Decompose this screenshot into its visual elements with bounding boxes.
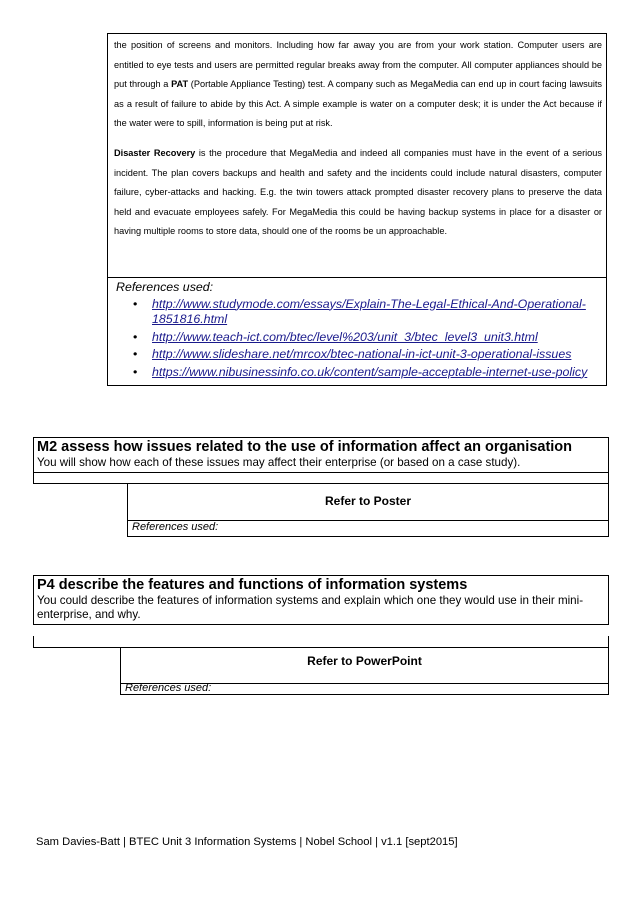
bullet-icon: •	[133, 347, 138, 361]
paragraph-dpa-text-1: the position of screens and monitors. Including how far away you are from your work station. Computer users are entitled to eye tests and users are permitted regular breaks away from the computer. All computer appliances should be put through a	[114, 40, 602, 90]
p4-criterion-header	[33, 575, 609, 625]
reference-link-teach-ict[interactable]: http://www.teach-ict.com/btec/level%203/unit_3/btec_level3_unit3.html	[152, 329, 538, 344]
continued-text	[114, 36, 602, 242]
reference-link-slideshare[interactable]: http://www.slideshare.net/mrcox/btec-national-in-ict-unit-3-operational-issues	[152, 347, 572, 361]
pat-term: PAT	[171, 79, 189, 90]
reference-item	[116, 297, 602, 328]
m2-answer-cell	[127, 483, 609, 521]
reference-link-studymode[interactable]: http://www.studymode.com/essays/Explain-The-Legal-Ethical-And-Operational-1851816.html	[152, 296, 586, 326]
disaster-recovery-term: Disaster Recovery	[114, 147, 196, 158]
p4-title: P4 describe the features and functions of information systems	[37, 577, 468, 593]
m2-references-label: References used:	[132, 521, 219, 533]
reference-item	[116, 347, 602, 363]
m2-description: You will show how each of these issues may affect their enterprise (or based on a case study).	[37, 456, 521, 469]
continued-content-table	[107, 33, 607, 386]
references-block	[116, 280, 602, 382]
m2-references-cell	[127, 520, 609, 537]
m2-refer-text: Refer to Poster	[324, 494, 412, 508]
p4-description: You could describe the features of information systems and explain which one they would use in their mini-enterprise, and why.	[37, 594, 584, 621]
p4-references-label: References used:	[125, 682, 212, 694]
p4-answer-cell	[120, 647, 609, 684]
paragraph-disaster-recovery-text: is the procedure that MegaMedia and indeed all companies must have in the event of a serious incident. The plan covers backups and health and safety and the incidents could include natural disasters, computer failure, cyber-attacks and hacking. E.g. the twin towers attack prompted disaster recovery plans to preserve the data held and evacuate employees safely. For MegaMedia this could be having backup systems in place for a disaster or having multiple rooms to store data, should one of the rooms be un approachable.	[114, 147, 602, 237]
bullet-icon: •	[133, 364, 138, 379]
m2-criterion-header	[33, 437, 609, 473]
m2-title: M2 assess how issues related to the use of information affect an organisation	[37, 439, 573, 455]
reference-link-nibusinessinfo[interactable]: https://www.nibusinessinfo.co.uk/content/sample-acceptable-internet-use-policy	[152, 364, 588, 379]
page-footer: Sam Davies-Batt | BTEC Unit 3 Information Systems | Nobel School | v1.1 [sept2015]	[36, 836, 458, 848]
row-divider	[108, 277, 606, 278]
paragraph-disaster-recovery	[114, 144, 602, 242]
paragraph-dpa-text-2: (Portable Appliance Testing) test. A company such as MegaMedia can end up in court facing lawsuits as a result of failure to abide by this Act. A simple example is water on a computer desk; it is under the Act because if the water were to spill, information is being put at risk.	[114, 79, 603, 129]
p4-references-cell	[120, 683, 609, 695]
reference-item	[116, 365, 602, 381]
p4-refer-text: Refer to PowerPoint	[307, 654, 422, 668]
reference-item	[116, 330, 602, 346]
paragraph-dpa	[114, 36, 602, 134]
references-list	[116, 297, 602, 381]
bullet-icon: •	[133, 296, 138, 311]
bullet-icon: •	[133, 329, 138, 344]
references-label: References used:	[116, 280, 214, 294]
